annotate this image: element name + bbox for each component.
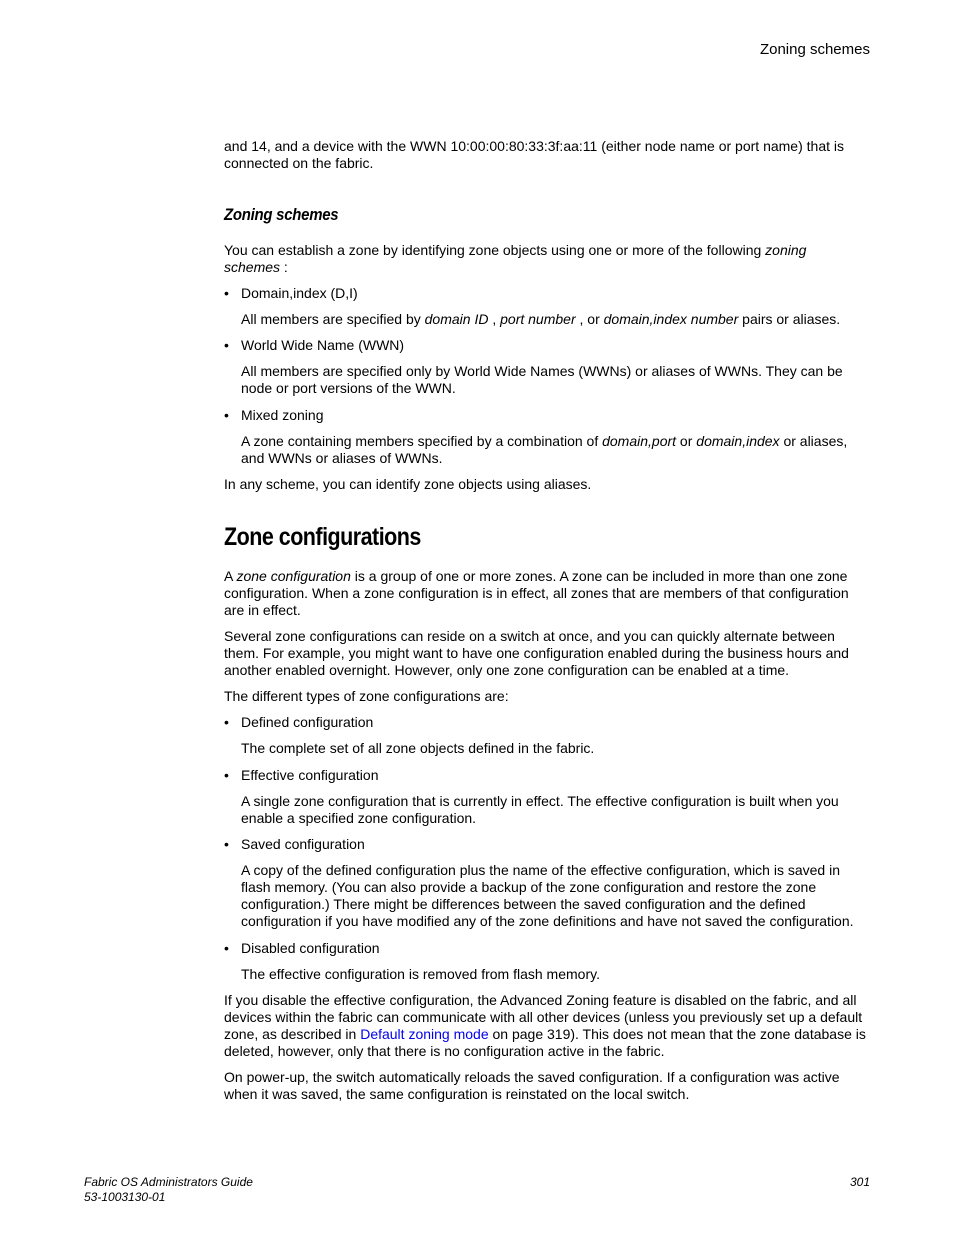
page-number: 301 xyxy=(849,1175,870,1189)
list-item-label: World Wide Name (WWN) xyxy=(241,337,405,353)
page-content xyxy=(224,138,866,1112)
list-item-label: Disabled configuration xyxy=(241,940,380,956)
bullet-icon: • xyxy=(224,940,229,956)
intro-text: You can establish a zone by identifying zone objects using one or more of the following xyxy=(224,242,766,258)
list-item-description: All members are specified only by World Wide Names (WWNs) or aliases of WWNs. They can be node or port versions of the WWN. xyxy=(241,363,843,396)
running-head: Zoning schemes xyxy=(759,41,870,58)
default-zoning-mode-link[interactable]: Default zoning mode xyxy=(360,1026,489,1042)
bullet-icon: • xyxy=(224,767,229,783)
list-item-description: A single zone configuration that is currently in effect. The effective configuration is built when you enable a specified zone configuration. xyxy=(241,793,839,826)
list-item-description: A copy of the defined configuration plus the name of the effective configuration, which is saved in flash memory. (You can also provide a backup of the zone configuration and restore the zone configuration.) There might be differences between the saved configuration and the defined configuration if you have modified any of the zone definitions and have not saved the configuration. xyxy=(241,862,854,929)
list-item-description: The effective configuration is removed from flash memory. xyxy=(241,966,600,982)
intro-text-end: : xyxy=(280,259,288,275)
bullet-icon: • xyxy=(224,285,229,301)
zone-config-paragraph-4: If you disable the effective configuration, the Advanced Zoning feature is disabled on the fabric, and all devices within the fabric can communicate with all other devices (unless you previously set up a default zone, as described in Default zoning mode on page 319). This does not mean that the zone database is deleted, however, only that there is no configuration active in the fabric. xyxy=(224,992,866,1059)
zoning-schemes-heading: Zoning schemes xyxy=(224,205,339,224)
zone-configurations-heading: Zone configurations xyxy=(224,523,421,551)
bullet-icon: • xyxy=(224,337,229,353)
bullet-icon: • xyxy=(224,714,229,730)
intro-emphasis: zoning schemes xyxy=(224,242,807,275)
zoning-schemes-list xyxy=(224,285,866,467)
intro-paragraph: and 14, and a device with the WWN 10:00:00:80:33:3f:aa:11 (either node name or port name) that is connected on the fabric. xyxy=(224,138,844,171)
zoning-schemes-intro xyxy=(224,242,866,276)
bullet-icon: • xyxy=(224,836,229,852)
list-item xyxy=(224,940,866,983)
zone-config-paragraph-3: The different types of zone configurations are: xyxy=(224,688,509,704)
list-item-label: Mixed zoning xyxy=(241,407,324,423)
zone-config-paragraph-2: Several zone configurations can reside on a switch at once, and you can quickly alternate between them. For example, you might want to have one configuration enabled during the business hours and another enabled overnight. However, only one zone configuration can be enabled at a time. xyxy=(224,628,849,678)
list-item-label: Defined configuration xyxy=(241,714,374,730)
list-item xyxy=(224,767,866,827)
zone-config-paragraph-5: On power-up, the switch automatically reloads the saved configuration. If a configuration was active when it was saved, the same configuration is reinstated on the local switch. xyxy=(224,1069,840,1102)
zone-config-types-list xyxy=(224,714,866,983)
bullet-icon: • xyxy=(224,407,229,423)
zoning-schemes-closing: In any scheme, you can identify zone objects using aliases. xyxy=(224,476,592,492)
list-item-description: A zone containing members specified by a combination of domain,port or domain,index or aliases, and WWNs or aliases of WWNs. xyxy=(241,433,848,466)
footer-doc-info xyxy=(84,1175,253,1205)
list-item xyxy=(224,714,866,757)
list-item-description: The complete set of all zone objects defined in the fabric. xyxy=(241,740,595,756)
list-item xyxy=(224,407,866,467)
zone-config-paragraph-1: A zone configuration is a group of one or more zones. A zone can be included in more than one zone configuration. When a zone configuration is in effect, all zones that are members of that configuration are in effect. xyxy=(224,568,849,618)
list-item-label: Saved configuration xyxy=(241,836,365,852)
list-item xyxy=(224,285,866,328)
footer-title: Fabric OS Administrators Guide xyxy=(84,1175,253,1189)
list-item-label: Domain,index (D,I) xyxy=(241,285,358,301)
list-item xyxy=(224,836,866,930)
list-item-description: All members are specified by domain ID , port number , or domain,index number pairs or aliases. xyxy=(241,311,841,327)
footer-doc-number: 53-1003130-01 xyxy=(84,1190,166,1204)
list-item xyxy=(224,337,866,397)
list-item-label: Effective configuration xyxy=(241,767,379,783)
